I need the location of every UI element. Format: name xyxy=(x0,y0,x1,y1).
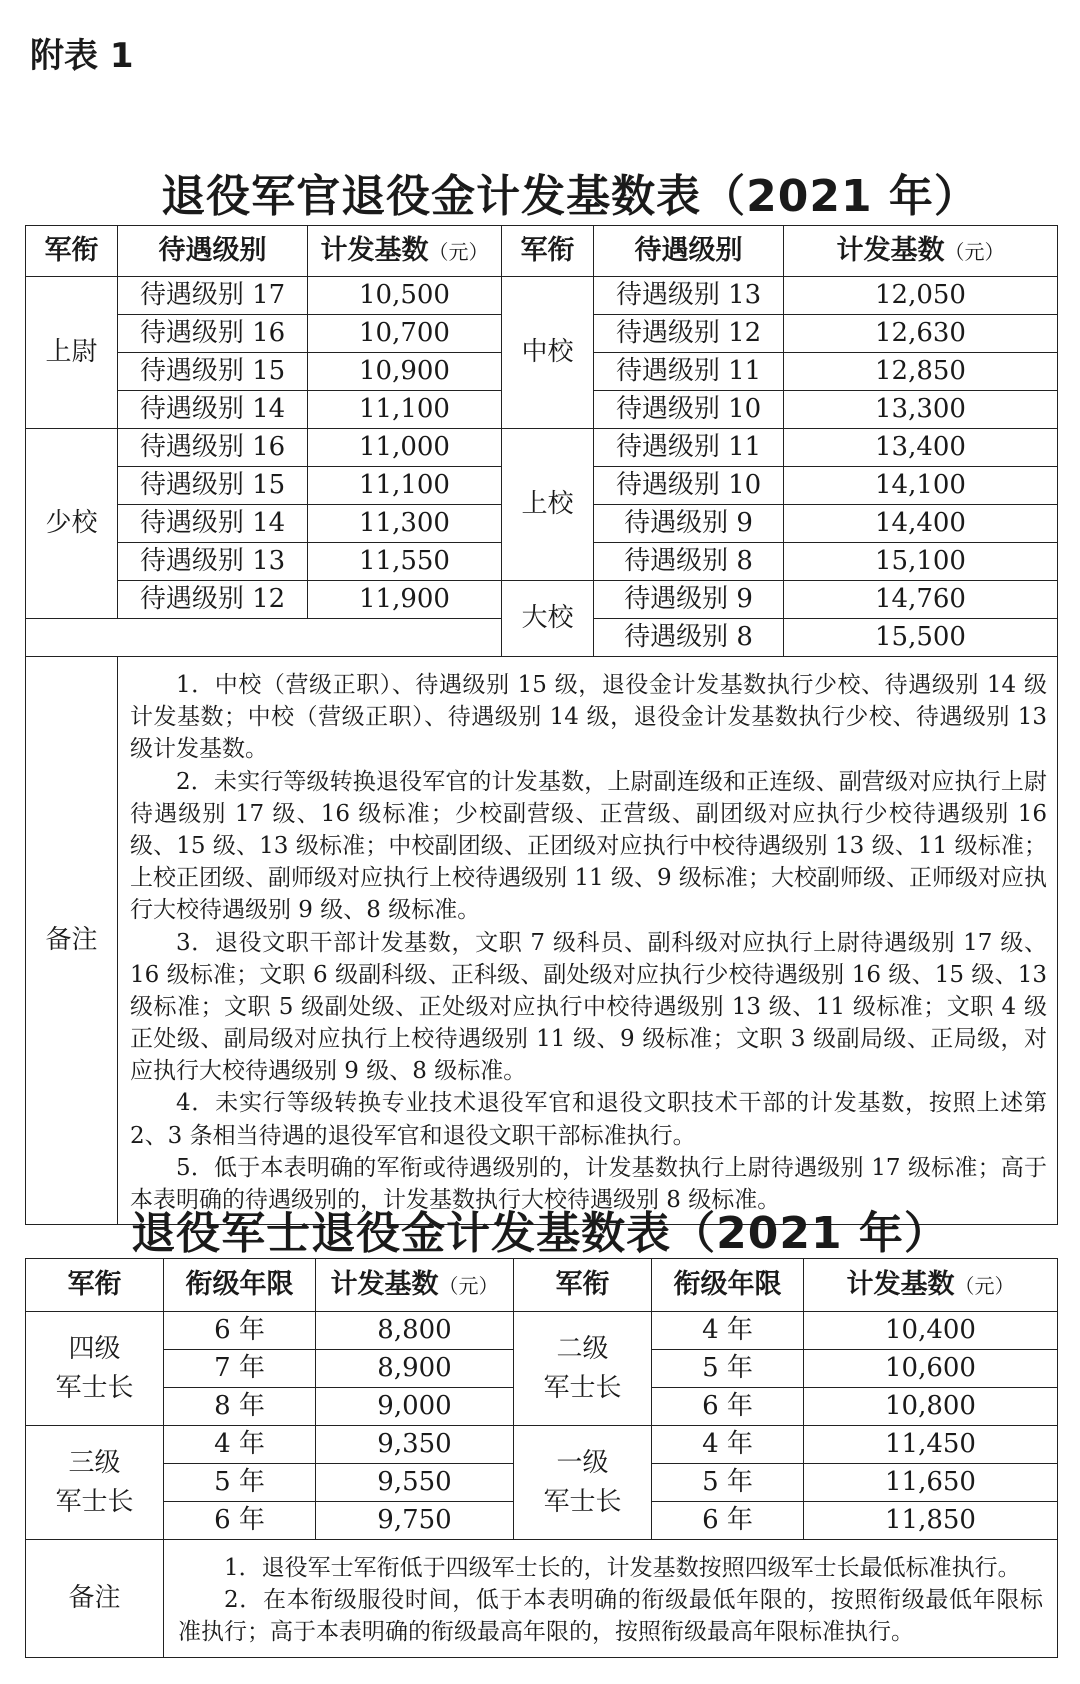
level-cell: 待遇级别 8 xyxy=(594,619,784,657)
soldier-table-title: 退役军士退役金计发基数表（2021 年） xyxy=(131,1208,949,1259)
level-cell: 待遇级别 9 xyxy=(594,505,784,543)
col-header-rank: 军衔 xyxy=(26,1259,164,1312)
years-cell: 6 年 xyxy=(164,1502,316,1540)
level-cell: 待遇级别 14 xyxy=(118,505,308,543)
level-cell: 待遇级别 16 xyxy=(118,429,308,467)
rank-cell: 四级 军士长 xyxy=(26,1312,164,1426)
years-cell: 4 年 xyxy=(164,1426,316,1464)
base-cell: 11,850 xyxy=(804,1502,1058,1540)
years-cell: 4 年 xyxy=(652,1426,804,1464)
years-cell: 6 年 xyxy=(652,1388,804,1426)
level-cell: 待遇级别 11 xyxy=(594,429,784,467)
base-cell: 13,300 xyxy=(784,391,1058,429)
base-cell: 11,550 xyxy=(308,543,502,581)
appendix-label: 附表 1 xyxy=(30,36,134,76)
level-cell: 待遇级别 11 xyxy=(594,353,784,391)
level-cell: 待遇级别 8 xyxy=(594,543,784,581)
soldier-pension-table xyxy=(25,1258,1058,1658)
level-cell: 待遇级别 10 xyxy=(594,467,784,505)
rank-cell: 一级 军士长 xyxy=(514,1426,652,1540)
base-cell: 9,550 xyxy=(316,1464,514,1502)
base-cell: 15,500 xyxy=(784,619,1058,657)
level-cell: 待遇级别 15 xyxy=(118,353,308,391)
base-cell: 12,050 xyxy=(784,277,1058,315)
rank-cell: 少校 xyxy=(26,429,118,619)
base-cell: 10,500 xyxy=(308,277,502,315)
level-cell: 待遇级别 10 xyxy=(594,391,784,429)
base-cell: 14,760 xyxy=(784,581,1058,619)
rank-cell: 二级 军士长 xyxy=(514,1312,652,1426)
level-cell: 待遇级别 9 xyxy=(594,581,784,619)
level-cell: 待遇级别 17 xyxy=(118,277,308,315)
level-cell: 待遇级别 12 xyxy=(594,315,784,353)
base-cell: 12,630 xyxy=(784,315,1058,353)
years-cell: 5 年 xyxy=(164,1464,316,1502)
years-cell: 4 年 xyxy=(652,1312,804,1350)
base-cell: 11,450 xyxy=(804,1426,1058,1464)
table-row xyxy=(26,581,1058,619)
table-row xyxy=(26,1312,1058,1350)
officer-table-title: 退役军官退役金计发基数表（2021 年） xyxy=(161,171,979,222)
notes-text xyxy=(164,1540,1058,1658)
note-item: 2．未实行等级转换退役军官的计发基数，上尉副连级和正连级、副营级对应执行上尉待遇级别 17 级、16 级标准；少校副营级、正营级、副团级对应执行少校待遇级别 16 级、15 级、13 级标准；中校副团级、正团级对应执行中校待遇级别 13 级、11 级标准；上校正团级、副师级对应执行上校待遇级别 11 级、9 级标准；大校副师级、正师级对应执行大校待遇级别 9 级、8 级标准。 xyxy=(130,768,1047,924)
table-row xyxy=(26,429,1058,467)
note-item: 5．低于本表明确的军衔或待遇级别的，计发基数执行上尉待遇级别 17 级标准；高于本表明确的待遇级别的，计发基数执行大校待遇级别 8 级标准。 xyxy=(130,1154,1047,1213)
level-cell: 待遇级别 12 xyxy=(118,581,308,619)
base-cell: 11,300 xyxy=(308,505,502,543)
notes-label: 备注 xyxy=(26,1540,164,1658)
base-cell: 10,900 xyxy=(308,353,502,391)
col-header-level: 待遇级别 xyxy=(594,226,784,277)
col-header-years: 衔级年限 xyxy=(652,1259,804,1312)
table-row xyxy=(26,1426,1058,1464)
note-item: 2．在本衔级服役时间，低于本表明确的衔级最低年限的，按照衔级最低年限标准执行；高于本表明确的衔级最高年限的，按照衔级最高年限标准执行。 xyxy=(178,1587,1043,1646)
base-cell: 15,100 xyxy=(784,543,1058,581)
base-cell: 12,850 xyxy=(784,353,1058,391)
years-cell: 8 年 xyxy=(164,1388,316,1426)
rank-cell: 三级 军士长 xyxy=(26,1426,164,1540)
col-header-rank: 军衔 xyxy=(502,226,594,277)
base-cell: 14,100 xyxy=(784,467,1058,505)
base-cell: 10,800 xyxy=(804,1388,1058,1426)
notes-text xyxy=(118,657,1058,1225)
rank-cell: 上校 xyxy=(502,429,594,581)
table-header-row xyxy=(26,226,1058,277)
col-header-years: 衔级年限 xyxy=(164,1259,316,1312)
col-header-rank: 军衔 xyxy=(514,1259,652,1312)
years-cell: 5 年 xyxy=(652,1464,804,1502)
base-cell: 13,400 xyxy=(784,429,1058,467)
base-cell: 11,650 xyxy=(804,1464,1058,1502)
level-cell: 待遇级别 13 xyxy=(594,277,784,315)
base-cell: 9,350 xyxy=(316,1426,514,1464)
rank-cell: 上尉 xyxy=(26,277,118,429)
note-item: 3．退役文职干部计发基数，文职 7 级科员、副科级对应执行上尉待遇级别 17 级、16 级标准；文职 6 级副科级、正科级、副处级对应执行少校待遇级别 16 级、15 级、13 级标准；文职 5 级副处级、正处级对应执行中校待遇级别 13 级、11 级标准；文职 4 级正处级、副局级对应执行上校待遇级别 11 级、9 级标准；文职 3 级副局级、正局级，对应执行大校待遇级别 9 级、8 级标准。 xyxy=(130,929,1047,1085)
base-cell: 10,600 xyxy=(804,1350,1058,1388)
years-cell: 5 年 xyxy=(652,1350,804,1388)
level-cell: 待遇级别 13 xyxy=(118,543,308,581)
rank-cell: 中校 xyxy=(502,277,594,429)
officer-pension-table xyxy=(25,225,1058,1225)
base-cell: 11,100 xyxy=(308,467,502,505)
notes-label: 备注 xyxy=(26,657,118,1225)
level-cell: 待遇级别 15 xyxy=(118,467,308,505)
base-cell: 8,800 xyxy=(316,1312,514,1350)
empty-cell xyxy=(26,619,502,657)
base-cell: 9,000 xyxy=(316,1388,514,1426)
note-item: 4．未实行等级转换专业技术退役军官和退役文职技术干部的计发基数，按照上述第 2、3 条相当待遇的退役军官和退役文职干部标准执行。 xyxy=(130,1090,1047,1149)
notes-row xyxy=(26,657,1058,1225)
col-header-level: 待遇级别 xyxy=(118,226,308,277)
level-cell: 待遇级别 16 xyxy=(118,315,308,353)
col-header-base: 计发基数（元） xyxy=(784,226,1058,277)
years-cell: 7 年 xyxy=(164,1350,316,1388)
level-cell: 待遇级别 14 xyxy=(118,391,308,429)
base-cell: 14,400 xyxy=(784,505,1058,543)
years-cell: 6 年 xyxy=(164,1312,316,1350)
base-cell: 8,900 xyxy=(316,1350,514,1388)
base-cell: 11,900 xyxy=(308,581,502,619)
years-cell: 6 年 xyxy=(652,1502,804,1540)
col-header-base: 计发基数（元） xyxy=(316,1259,514,1312)
note-item: 1．中校（营级正职）、待遇级别 15 级，退役金计发基数执行少校、待遇级别 14 级计发基数；中校（营级正职）、待遇级别 14 级，退役金计发基数执行少校、待遇级别 13 级计发基数。 xyxy=(130,672,1047,763)
table-row xyxy=(26,277,1058,315)
base-cell: 10,700 xyxy=(308,315,502,353)
col-header-base: 计发基数（元） xyxy=(308,226,502,277)
base-cell: 9,750 xyxy=(316,1502,514,1540)
notes-row xyxy=(26,1540,1058,1658)
col-header-rank: 军衔 xyxy=(26,226,118,277)
base-cell: 10,400 xyxy=(804,1312,1058,1350)
base-cell: 11,000 xyxy=(308,429,502,467)
base-cell: 11,100 xyxy=(308,391,502,429)
table-header-row xyxy=(26,1259,1058,1312)
note-item: 1．退役军士军衔低于四级军士长的，计发基数按照四级军士长最低标准执行。 xyxy=(224,1555,1021,1581)
col-header-base: 计发基数（元） xyxy=(804,1259,1058,1312)
rank-cell: 大校 xyxy=(502,581,594,657)
